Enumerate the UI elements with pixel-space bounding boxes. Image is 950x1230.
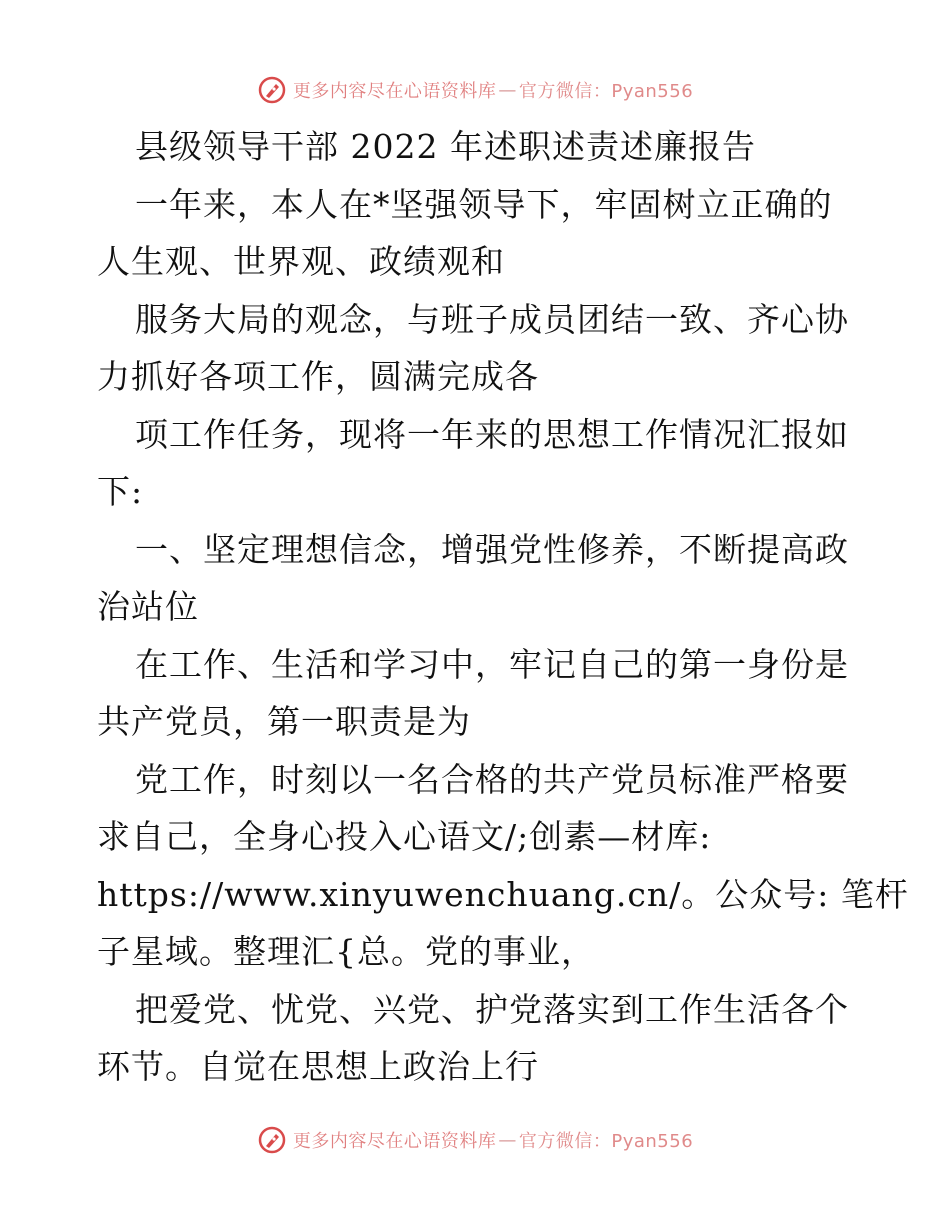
watermark-account: 官方微信：Pyan556 bbox=[518, 81, 694, 102]
paragraph-line: 项工作任务，现将一年来的思想工作情况汇报如 bbox=[135, 414, 849, 454]
paragraph-line: https://www.xinyuwenchuang.cn/。公众号: 笔杆 bbox=[97, 874, 909, 914]
section-heading: 治站位 bbox=[97, 587, 199, 626]
paragraph-line: 求自己，全身心投入心语文/;创素—材库: bbox=[97, 817, 712, 856]
paragraph-line: 下: bbox=[97, 472, 144, 511]
footer-watermark bbox=[0, 1120, 950, 1160]
paragraph-line: 人生观、世界观、政绩观和 bbox=[97, 242, 505, 281]
paragraph-line: 共产党员，第一职责是为 bbox=[97, 702, 471, 741]
paragraph-line: 服务大局的观念，与班子成员团结一致、齐心协 bbox=[135, 299, 849, 339]
pen-nib-circle-icon bbox=[257, 75, 287, 105]
paragraph-line: 把爱党、忧党、兴党、护党落实到工作生活各个 bbox=[135, 989, 849, 1029]
watermark-brand: 更多内容尽在心语资料库 bbox=[292, 1131, 497, 1152]
paragraph-line: 环节。自觉在思想上政治上行 bbox=[97, 1047, 539, 1086]
section-heading: 一、坚定理想信念，增强党性修养，不断提高政 bbox=[135, 529, 849, 569]
header-watermark bbox=[0, 70, 950, 110]
document-body bbox=[97, 118, 909, 1096]
watermark-brand: 更多内容尽在心语资料库 bbox=[292, 81, 497, 102]
paragraph-line: 一年来，本人在*坚强领导下，牢固树立正确的 bbox=[135, 184, 833, 224]
pen-nib-circle-icon bbox=[257, 1125, 287, 1155]
watermark-account: 官方微信：Pyan556 bbox=[518, 1131, 694, 1152]
watermark-dash: — bbox=[498, 1129, 517, 1151]
paragraph-line: 在工作、生活和学习中，牢记自己的第一身份是 bbox=[135, 644, 849, 684]
paragraph-line: 力抓好各项工作，圆满完成各 bbox=[97, 357, 539, 396]
document-title: 县级领导干部 2022 年述职述责述廉报告 bbox=[135, 127, 756, 166]
watermark-dash: — bbox=[498, 79, 517, 101]
paragraph-line: 党工作，时刻以一名合格的共产党员标准严格要 bbox=[135, 759, 849, 799]
paragraph-line: 子星域。整理汇{总。党的事业， bbox=[97, 932, 595, 971]
